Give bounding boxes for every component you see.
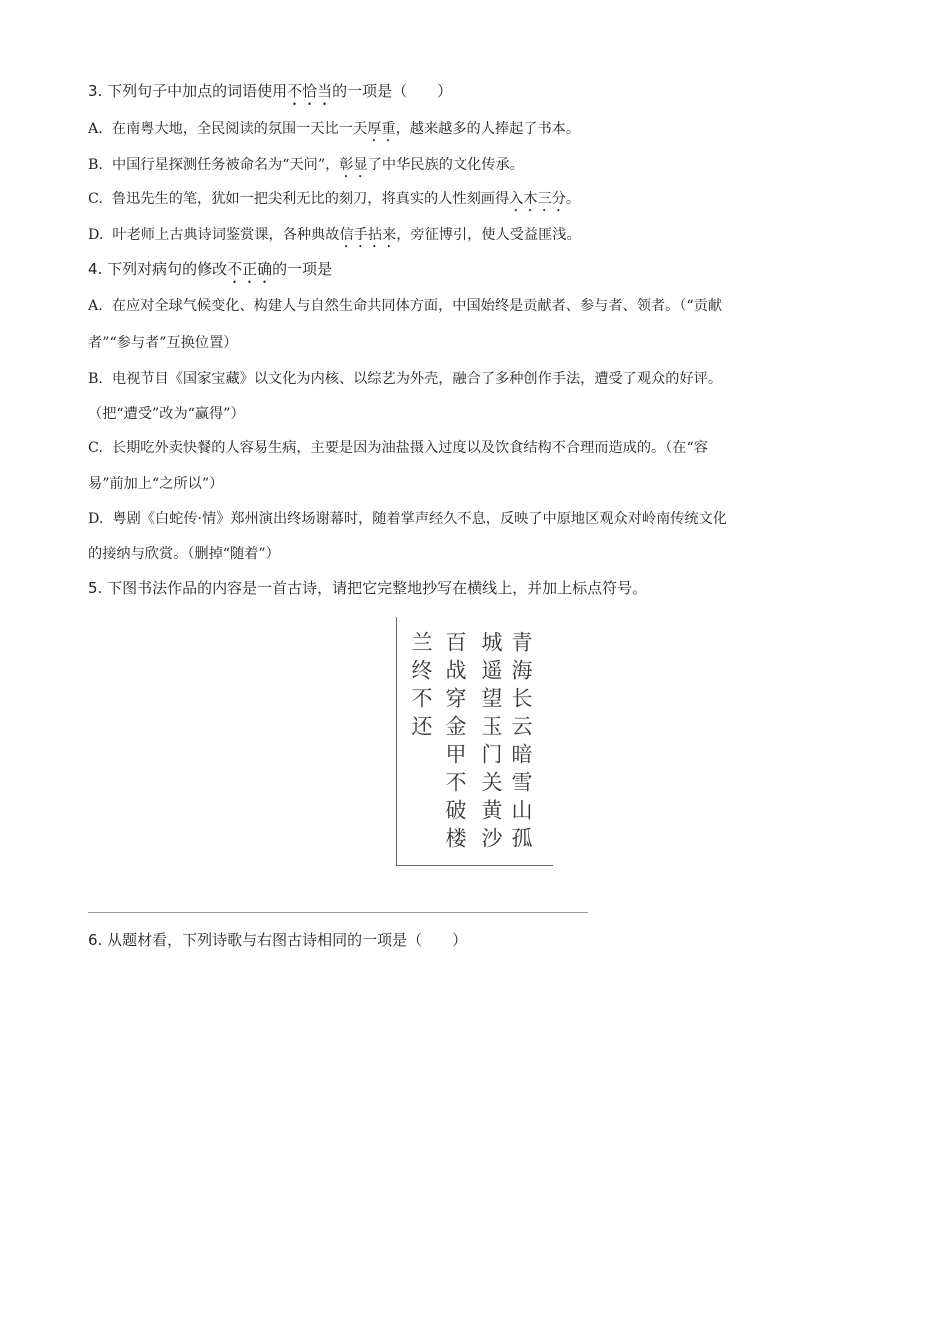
q4-option-b-cont: （把“遭受”改为“赢得”） — [88, 406, 245, 422]
question-4-stem: 4. 下列对病句的修改不正确的一项是 — [88, 260, 333, 278]
q3-option-d: D. 叶老师上古典诗词鉴赏课，各种典故信手拈来，旁征博引，使人受益匪浅。 — [88, 227, 581, 243]
q4-option-a: A. 在应对全球气候变化、构建人与自然生命共同体方面，中国始终是贡献者、参与者、领者。（“贡献 — [88, 298, 723, 314]
calligraphy-image — [396, 617, 553, 866]
question-3-stem: 3. 下列句子中加点的词语使用不恰当的一项是（ ） — [88, 82, 453, 100]
question-number: 6. — [88, 931, 103, 949]
calligraphy-column: 百战穿金甲不破楼 — [443, 631, 467, 855]
question-number: 3. — [88, 82, 103, 100]
emphasis-text: 不正确 — [227, 260, 273, 278]
q4-option-c-cont: 易”前加上“之所以”） — [88, 476, 224, 492]
q3-option-c: C. 鲁迅先生的笔，犹如一把尖利无比的刻刀，将真实的人性刻画得入木三分。 — [88, 191, 581, 207]
question-number: 5. — [88, 579, 103, 597]
question-number: 4. — [88, 260, 103, 278]
calligraphy-column: 兰终不还 — [409, 631, 433, 743]
q4-option-c: C. 长期吃外卖快餐的人容易生病，主要是因为油盐摄入过度以及饮食结构不合理而造成的。（在“容 — [88, 440, 708, 456]
answer-line[interactable] — [88, 912, 588, 913]
question-6-stem: 6. 从题材看，下列诗歌与右图古诗相同的一项是（ ） — [88, 931, 468, 949]
calligraphy-column: 城遥望玉门关黄沙 — [479, 631, 503, 855]
q3-option-a: A. 在南粤大地，全民阅读的氛围一天比一天厚重，越来越多的人捧起了书本。 — [88, 121, 581, 137]
q3-option-b: B. 中国行星探测任务被命名为“天问”，彰显了中华民族的文化传承。 — [88, 157, 524, 173]
emphasis-text: 不恰当 — [287, 82, 333, 100]
question-5-stem: 5. 下图书法作品的内容是一首古诗，请把它完整地抄写在横线上，并加上标点符号。 — [88, 579, 648, 597]
q4-option-a-cont: 者”“参与者”互换位置） — [88, 335, 238, 351]
q4-option-b: B. 电视节目《国家宝藏》以文化为内核、以综艺为外壳，融合了多种创作手法，遭受了观众的好评。 — [88, 371, 723, 387]
q4-option-d-cont: 的接纳与欣赏。（删掉“随着”） — [88, 546, 280, 562]
q4-option-d: D. 粤剧《白蛇传·情》郑州演出终场谢幕时，随着掌声经久不息，反映了中原地区观众对岭南传统文化 — [88, 511, 727, 527]
calligraphy-column: 青海长云暗雪山孤 — [509, 631, 533, 855]
